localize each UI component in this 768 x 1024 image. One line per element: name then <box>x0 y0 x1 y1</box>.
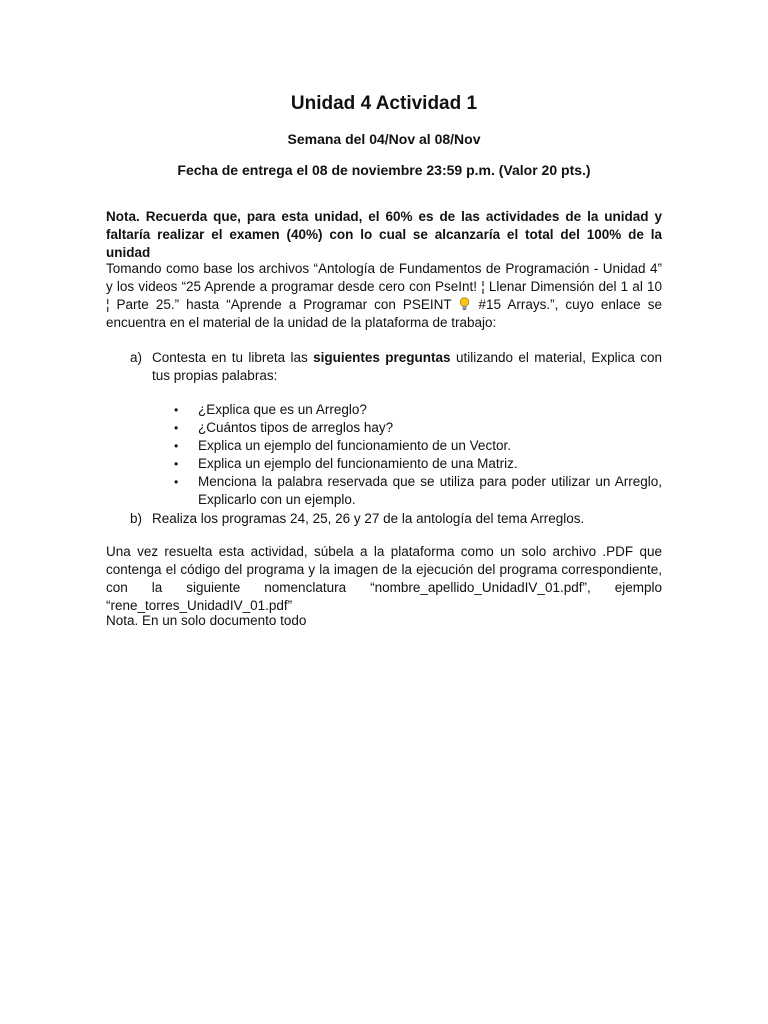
question-text: Menciona la palabra reservada que se utiliza para poder utilizar un Arreglo, Explicarlo con un ejemplo. <box>198 474 662 507</box>
bullet-icon: • <box>174 457 179 471</box>
intro-text-part1: Tomando como base los archivos “Antología de Fundamentos de Programación - Unidad 4” y los videos “25 Aprende a programar desde cero con PseInt! ¦ Llenar Dimensión del 1 al 10 ¦ Parte 25.” hasta “Aprende a Programar con PSEINT <box>106 261 662 312</box>
question-text: ¿Explica que es un Arreglo? <box>198 402 367 417</box>
week-range: Semana del 04/Nov al 08/Nov <box>287 131 481 147</box>
final-note: Nota. En un solo documento todo <box>106 613 307 628</box>
item-a-text-bold: siguientes preguntas <box>313 350 451 365</box>
list-item <box>106 419 662 437</box>
bullet-icon: • <box>174 421 179 435</box>
question-text: Explica un ejemplo del funcionamiento de un Vector. <box>198 438 511 453</box>
upload-instructions: Una vez resuelta esta actividad, súbela a la plataforma como un solo archivo .PDF que contenga el código del programa y la imagen de la ejecución del programa correspondiente, con la siguiente nomenclatura “nombre_apellido_UnidadIV_01.pdf”, ejemplo “rene_torres_UnidadIV_01.pdf” <box>106 544 662 613</box>
question-text: ¿Cuántos tipos de arreglos hay? <box>198 420 394 435</box>
lightbulb-icon <box>459 297 470 311</box>
list-marker-b: b) <box>130 511 143 526</box>
list-item <box>106 473 662 509</box>
list-item <box>106 437 662 455</box>
item-a-text-before: Contesta en tu libreta las <box>152 350 308 365</box>
question-list <box>106 401 662 509</box>
item-b-text: Realiza los programas 24, 25, 26 y 27 de la antología del tema Arreglos. <box>152 511 585 526</box>
list-item <box>106 455 662 473</box>
bullet-icon: • <box>174 403 179 417</box>
item-a-text-after: utilizando el material, Explica con tus propias palabras: <box>152 350 662 383</box>
grading-note: Nota. Recuerda que, para esta unidad, el 60% es de las actividades de la unidad y faltaría realizar el examen (40%) con lo cual se alcanzaría el total del 100% de la unidad <box>106 209 662 260</box>
question-text: Explica un ejemplo del funcionamiento de una Matriz. <box>198 456 518 471</box>
bullet-icon: • <box>174 475 179 489</box>
due-date: Fecha de entrega el 08 de noviembre 23:59 p.m. (Valor 20 pts.) <box>177 162 591 178</box>
intro-text-part2: #15 Arrays.”, cuyo enlace se encuentra en el material de la unidad de la plataforma de trabajo: <box>106 297 662 330</box>
item-a-text <box>152 349 662 385</box>
intro-paragraph <box>106 260 662 332</box>
bullet-icon: • <box>174 439 179 453</box>
list-item <box>106 401 662 419</box>
page-title: Unidad 4 Actividad 1 <box>290 93 478 114</box>
list-marker-a: a) <box>130 350 143 365</box>
